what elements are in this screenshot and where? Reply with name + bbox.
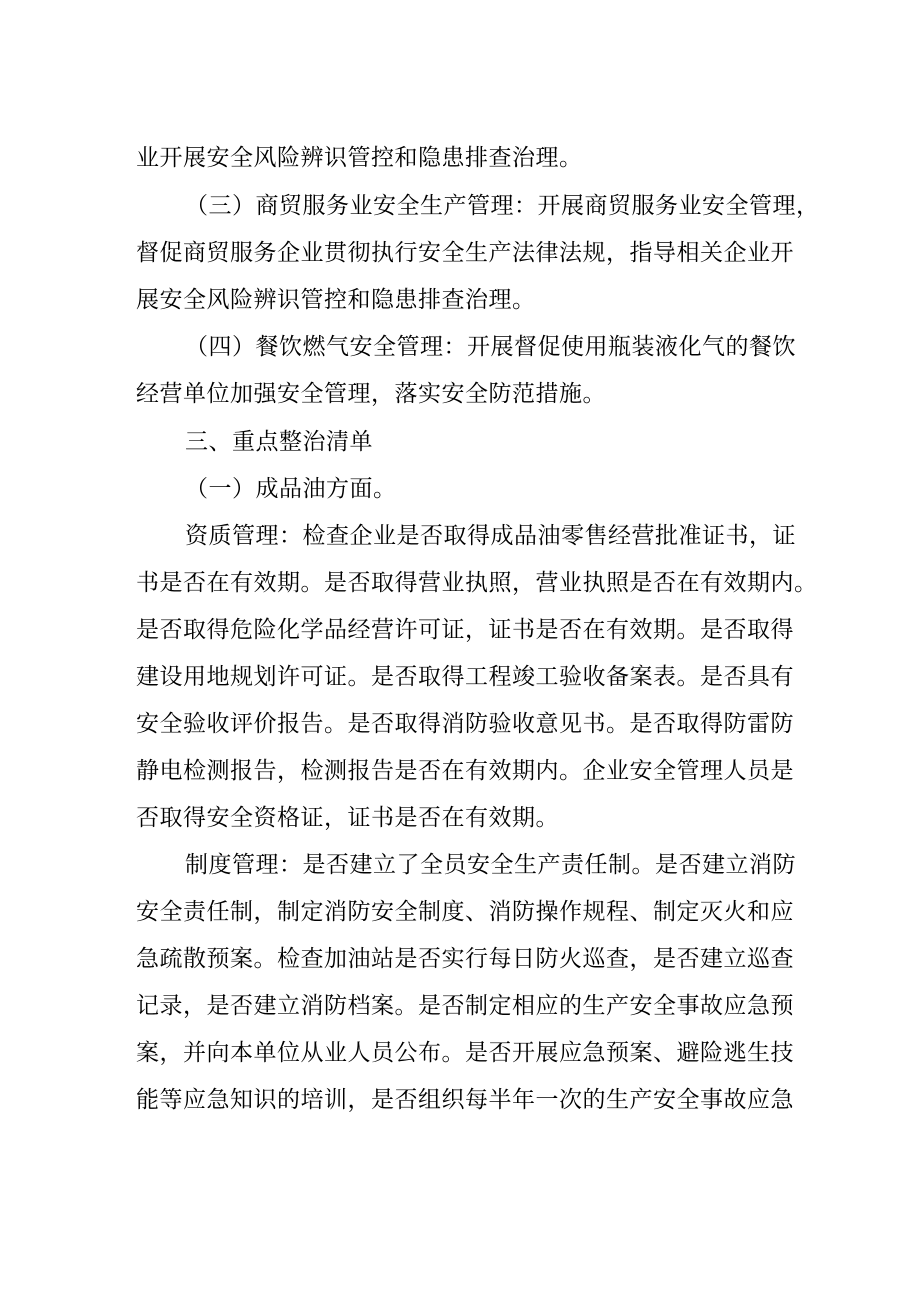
subsection-heading: （一）成品油方面。 [185, 476, 397, 502]
section-heading: 三、重点整治清单 [185, 429, 373, 455]
text-line: 展安全风险辨识管控和隐患排查治理。 [136, 287, 536, 313]
text-line: 急疏散预案。检查加油站是否实行每日防火巡查，是否建立巡查 [136, 946, 794, 972]
text-line: 记录，是否建立消防档案。是否制定相应的生产安全事故应急预 [136, 993, 794, 1019]
text-line: 安全验收评价报告。是否取得消防验收意见书。是否取得防雷防 [136, 711, 794, 737]
text-line: 书是否在有效期。是否取得营业执照，营业执照是否在有效期内。 [136, 570, 818, 596]
text-line: 建设用地规划许可证。是否取得工程竣工验收备案表。是否具有 [136, 664, 794, 690]
text-line: 能等应急知识的培训，是否组织每半年一次的生产安全事故应急 [136, 1087, 794, 1113]
text-line: 静电检测报告，检测报告是否在有效期内。企业安全管理人员是 [136, 758, 794, 784]
text-line: （四）餐饮燃气安全管理：开展督促使用瓶装液化气的餐饮 [185, 334, 796, 360]
text-line: 是否取得危险化学品经营许可证，证书是否在有效期。是否取得 [136, 617, 794, 643]
text-line: 安全责任制，制定消防安全制度、消防操作规程、制定灭火和应 [136, 899, 794, 925]
text-line: （三）商贸服务业安全生产管理：开展商贸服务业安全管理， [185, 193, 820, 219]
text-line: 督促商贸服务企业贯彻执行安全生产法律法规，指导相关企业开 [136, 240, 794, 266]
text-line: 案，并向本单位从业人员公布。是否开展应急预案、避险逃生技 [136, 1040, 794, 1066]
text-line: 否取得安全资格证，证书是否在有效期。 [136, 805, 559, 831]
text-line: 经营单位加强安全管理，落实安全防范措施。 [136, 381, 606, 407]
text-line: 资质管理：检查企业是否取得成品油零售经营批准证书，证 [185, 523, 796, 549]
text-line: 制度管理：是否建立了全员安全生产责任制。是否建立消防 [185, 852, 796, 878]
text-line: 业开展安全风险辨识管控和隐患排查治理。 [136, 145, 583, 171]
